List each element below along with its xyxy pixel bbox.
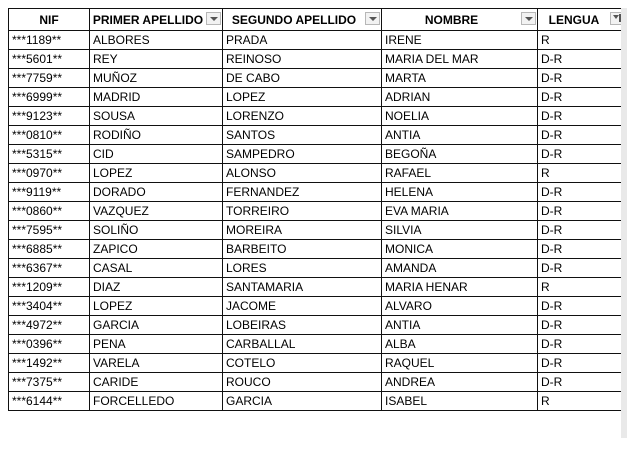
cell-segundo-apellido[interactable]: CARBALLAL bbox=[223, 335, 382, 354]
cell-nombre[interactable]: ANTIA bbox=[382, 316, 538, 335]
cell-primer-apellido[interactable]: REY bbox=[90, 50, 223, 69]
cell-lengua[interactable]: D-R bbox=[538, 202, 627, 221]
cell-nif[interactable]: ***1189** bbox=[9, 31, 90, 50]
filter-dropdown-icon[interactable] bbox=[365, 12, 380, 25]
table-row bbox=[9, 183, 627, 202]
cell-primer-apellido[interactable]: CARIDE bbox=[90, 373, 223, 392]
cell-lengua[interactable]: D-R bbox=[538, 145, 627, 164]
cell-nombre[interactable]: BEGOÑA bbox=[382, 145, 538, 164]
cell-nif[interactable]: ***7375** bbox=[9, 373, 90, 392]
cell-segundo-apellido[interactable]: FERNANDEZ bbox=[223, 183, 382, 202]
cell-primer-apellido[interactable]: VAZQUEZ bbox=[90, 202, 223, 221]
cell-segundo-apellido[interactable]: PRADA bbox=[223, 31, 382, 50]
cell-lengua[interactable]: R bbox=[538, 31, 627, 50]
table-row bbox=[9, 50, 627, 69]
cell-primer-apellido[interactable]: SOUSA bbox=[90, 107, 223, 126]
table-row bbox=[9, 145, 627, 164]
cell-nombre[interactable]: SILVIA bbox=[382, 221, 538, 240]
cell-nif[interactable]: ***1209** bbox=[9, 278, 90, 297]
cell-nif[interactable]: ***5315** bbox=[9, 145, 90, 164]
table-row bbox=[9, 240, 627, 259]
cell-lengua[interactable]: D-R bbox=[538, 316, 627, 335]
table-row bbox=[9, 297, 627, 316]
table-row bbox=[9, 392, 627, 411]
cell-segundo-apellido[interactable]: SANTOS bbox=[223, 126, 382, 145]
cell-segundo-apellido[interactable]: GARCIA bbox=[223, 392, 382, 411]
cell-primer-apellido[interactable]: VARELA bbox=[90, 354, 223, 373]
cell-segundo-apellido[interactable]: MOREIRA bbox=[223, 221, 382, 240]
header-lengua-label: LENGUA bbox=[548, 13, 600, 27]
cell-lengua[interactable]: D-R bbox=[538, 354, 627, 373]
header-primer-apellido[interactable] bbox=[90, 9, 223, 31]
table-row bbox=[9, 69, 627, 88]
header-segundo-apellido-label: SEGUNDO APELLIDO bbox=[231, 13, 357, 27]
cell-nif[interactable]: ***0970** bbox=[9, 164, 90, 183]
cell-lengua[interactable]: D-R bbox=[538, 297, 627, 316]
cell-nombre[interactable]: RAFAEL bbox=[382, 164, 538, 183]
cell-segundo-apellido[interactable]: BARBEITO bbox=[223, 240, 382, 259]
cell-segundo-apellido[interactable]: DE CABO bbox=[223, 69, 382, 88]
table-row bbox=[9, 31, 627, 50]
table-row bbox=[9, 259, 627, 278]
cell-nombre[interactable]: IRENE bbox=[382, 31, 538, 50]
table-row bbox=[9, 221, 627, 240]
header-nombre[interactable] bbox=[382, 9, 538, 31]
cell-segundo-apellido[interactable]: LORENZO bbox=[223, 107, 382, 126]
cell-segundo-apellido[interactable]: SAMPEDRO bbox=[223, 145, 382, 164]
cell-nombre[interactable]: NOELIA bbox=[382, 107, 538, 126]
cell-nombre[interactable]: AMANDA bbox=[382, 259, 538, 278]
cell-primer-apellido[interactable]: LOPEZ bbox=[90, 164, 223, 183]
cell-lengua[interactable]: R bbox=[538, 392, 627, 411]
cell-nif[interactable]: ***4972** bbox=[9, 316, 90, 335]
cell-nif[interactable]: ***7595** bbox=[9, 221, 90, 240]
cell-nif[interactable]: ***7759** bbox=[9, 69, 90, 88]
cell-lengua[interactable]: D-R bbox=[538, 88, 627, 107]
cell-nif[interactable]: ***5601** bbox=[9, 50, 90, 69]
cell-primer-apellido[interactable]: ZAPICO bbox=[90, 240, 223, 259]
cell-nif[interactable]: ***9123** bbox=[9, 107, 90, 126]
cell-segundo-apellido[interactable]: REINOSO bbox=[223, 50, 382, 69]
cell-primer-apellido[interactable]: FORCELLEDO bbox=[90, 392, 223, 411]
cell-segundo-apellido[interactable]: TORREIRO bbox=[223, 202, 382, 221]
cell-primer-apellido[interactable]: GARCIA bbox=[90, 316, 223, 335]
cell-segundo-apellido[interactable]: ALONSO bbox=[223, 164, 382, 183]
header-nif[interactable] bbox=[9, 9, 90, 31]
table-row bbox=[9, 164, 627, 183]
window-edge bbox=[621, 8, 627, 438]
cell-segundo-apellido[interactable]: ROUCO bbox=[223, 373, 382, 392]
cell-primer-apellido[interactable]: CASAL bbox=[90, 259, 223, 278]
cell-nif[interactable]: ***0396** bbox=[9, 335, 90, 354]
cell-segundo-apellido[interactable]: LOBEIRAS bbox=[223, 316, 382, 335]
table-row bbox=[9, 107, 627, 126]
filter-dropdown-icon[interactable] bbox=[206, 12, 221, 25]
cell-nif[interactable]: ***6999** bbox=[9, 88, 90, 107]
table-row bbox=[9, 335, 627, 354]
table-row bbox=[9, 316, 627, 335]
table-row bbox=[9, 202, 627, 221]
cell-lengua[interactable]: D-R bbox=[538, 240, 627, 259]
cell-lengua[interactable]: D-R bbox=[538, 373, 627, 392]
cell-nif[interactable]: ***1492** bbox=[9, 354, 90, 373]
cell-nombre[interactable]: ANDREA bbox=[382, 373, 538, 392]
cell-nombre[interactable]: MARTA bbox=[382, 69, 538, 88]
cell-primer-apellido[interactable]: CID bbox=[90, 145, 223, 164]
table-row bbox=[9, 278, 627, 297]
table-row bbox=[9, 126, 627, 145]
cell-segundo-apellido[interactable]: JACOME bbox=[223, 297, 382, 316]
cell-lengua[interactable]: R bbox=[538, 164, 627, 183]
cell-segundo-apellido[interactable]: SANTAMARIA bbox=[223, 278, 382, 297]
cell-lengua[interactable]: D-R bbox=[538, 259, 627, 278]
cell-segundo-apellido[interactable]: LOPEZ bbox=[223, 88, 382, 107]
spreadsheet bbox=[8, 8, 627, 411]
cell-nombre[interactable]: HELENA bbox=[382, 183, 538, 202]
cell-lengua[interactable]: D-R bbox=[538, 221, 627, 240]
cell-primer-apellido[interactable]: MUÑOZ bbox=[90, 69, 223, 88]
header-nif-label: NIF bbox=[39, 13, 59, 27]
table-body bbox=[9, 31, 627, 411]
cell-segundo-apellido[interactable]: COTELO bbox=[223, 354, 382, 373]
cell-primer-apellido[interactable]: DIAZ bbox=[90, 278, 223, 297]
header-row bbox=[9, 9, 627, 31]
header-nombre-label: NOMBRE bbox=[424, 13, 479, 27]
cell-nombre[interactable]: EVA MARIA bbox=[382, 202, 538, 221]
cell-primer-apellido[interactable]: ALBORES bbox=[90, 31, 223, 50]
cell-primer-apellido[interactable]: LOPEZ bbox=[90, 297, 223, 316]
cell-segundo-apellido[interactable]: LORES bbox=[223, 259, 382, 278]
cell-nif[interactable]: ***0860** bbox=[9, 202, 90, 221]
cell-nombre[interactable]: MARIA HENAR bbox=[382, 278, 538, 297]
header-primer-apellido-label: PRIMER APELLIDO bbox=[92, 13, 204, 27]
table-row bbox=[9, 373, 627, 392]
header-lengua[interactable] bbox=[538, 9, 627, 31]
cell-lengua[interactable]: D-R bbox=[538, 50, 627, 69]
cell-lengua[interactable]: R bbox=[538, 278, 627, 297]
cell-lengua[interactable]: D-R bbox=[538, 335, 627, 354]
cell-primer-apellido[interactable]: PENA bbox=[90, 335, 223, 354]
cell-nombre[interactable]: MONICA bbox=[382, 240, 538, 259]
cell-nombre[interactable]: RAQUEL bbox=[382, 354, 538, 373]
cell-primer-apellido[interactable]: MADRID bbox=[90, 88, 223, 107]
cell-primer-apellido[interactable]: SOLIÑO bbox=[90, 221, 223, 240]
cell-lengua[interactable]: D-R bbox=[538, 126, 627, 145]
data-table bbox=[8, 8, 627, 411]
table-row bbox=[9, 88, 627, 107]
header-segundo-apellido[interactable] bbox=[223, 9, 382, 31]
cell-nombre[interactable]: ALVARO bbox=[382, 297, 538, 316]
cell-nif[interactable]: ***6367** bbox=[9, 259, 90, 278]
cell-nif[interactable]: ***6144** bbox=[9, 392, 90, 411]
table-row bbox=[9, 354, 627, 373]
cell-primer-apellido[interactable]: RODIÑO bbox=[90, 126, 223, 145]
cell-nombre[interactable]: ISABEL bbox=[382, 392, 538, 411]
cell-nif[interactable]: ***9119** bbox=[9, 183, 90, 202]
cell-nombre[interactable]: ALBA bbox=[382, 335, 538, 354]
cell-primer-apellido[interactable]: DORADO bbox=[90, 183, 223, 202]
filter-dropdown-icon[interactable] bbox=[521, 12, 536, 25]
cell-nif[interactable]: ***3404** bbox=[9, 297, 90, 316]
cell-lengua[interactable]: D-R bbox=[538, 107, 627, 126]
cell-nombre[interactable]: ANTIA bbox=[382, 126, 538, 145]
cell-lengua[interactable]: D-R bbox=[538, 69, 627, 88]
cell-nif[interactable]: ***6885** bbox=[9, 240, 90, 259]
cell-nombre[interactable]: ADRIAN bbox=[382, 88, 538, 107]
cell-nombre[interactable]: MARIA DEL MAR bbox=[382, 50, 538, 69]
cell-lengua[interactable]: D-R bbox=[538, 183, 627, 202]
cell-nif[interactable]: ***0810** bbox=[9, 126, 90, 145]
